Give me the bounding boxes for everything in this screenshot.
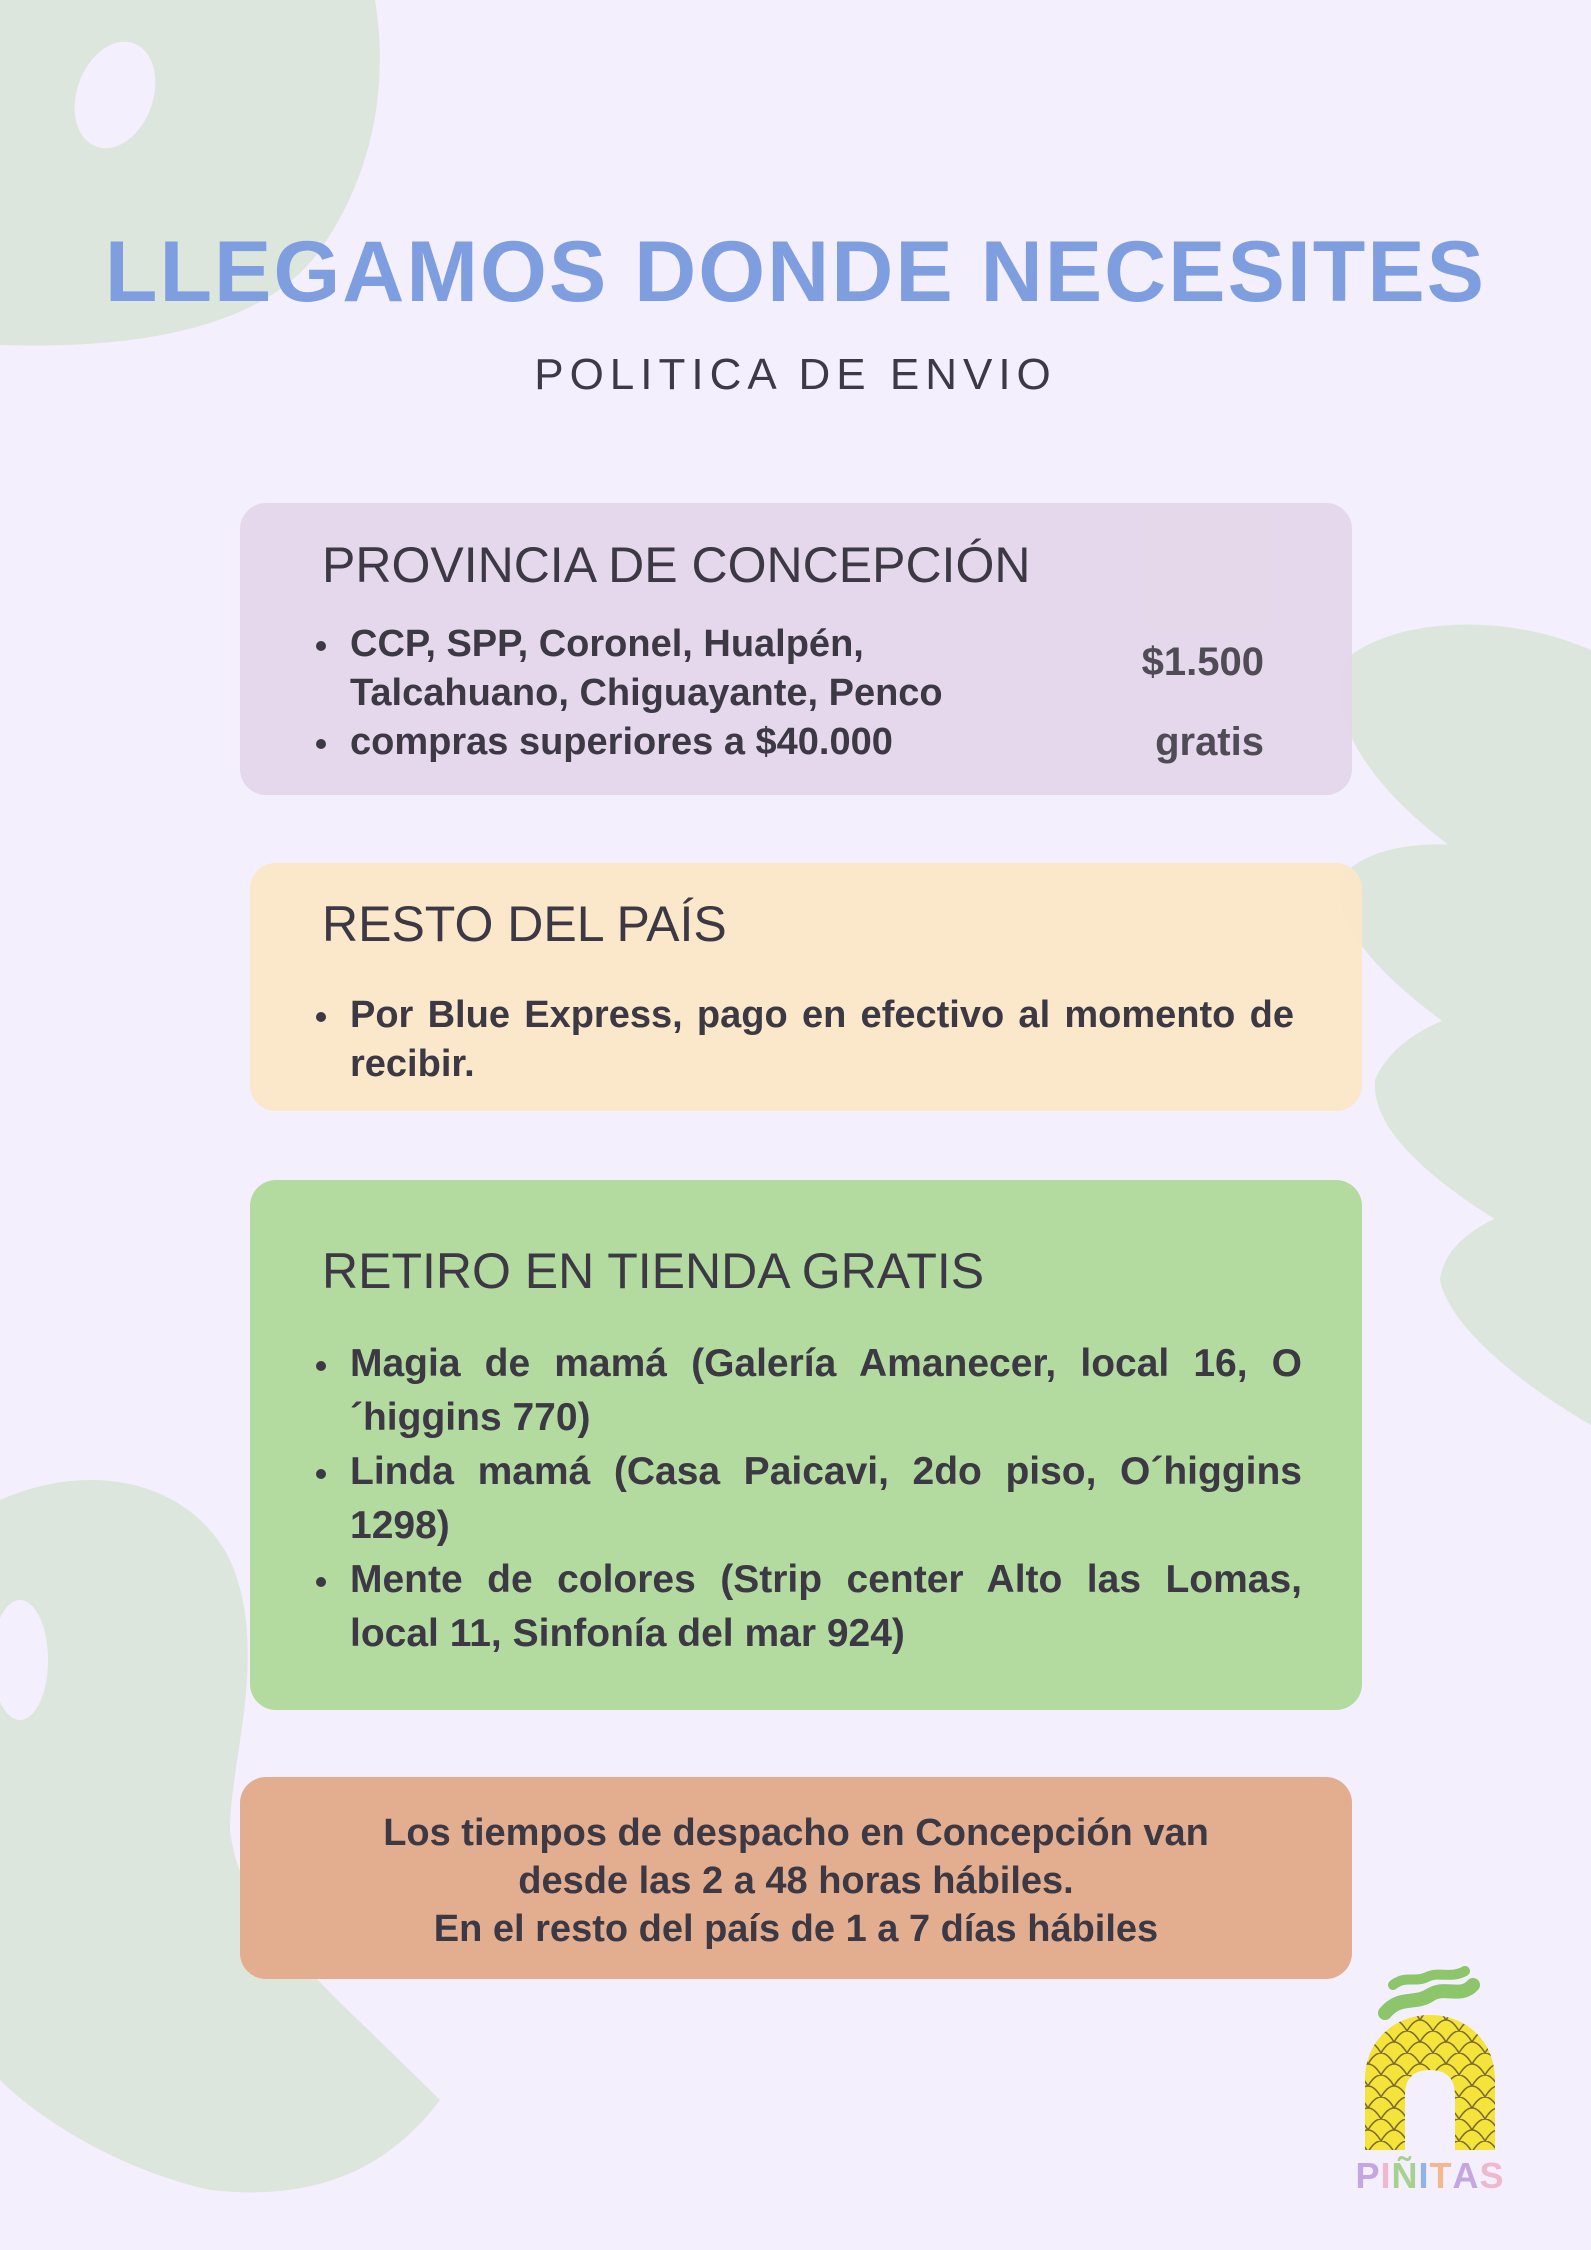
- delivery-times-line: desde las 2 a 48 horas hábiles.: [518, 1860, 1074, 1902]
- provincia-card: [240, 503, 1352, 795]
- resto-heading: RESTO DEL PAÍS: [322, 896, 727, 952]
- logo-letter: I: [1380, 2155, 1392, 2196]
- logo-letter: Ñ: [1391, 2155, 1419, 2196]
- retiro-heading: RETIRO EN TIENDA GRATIS: [322, 1243, 985, 1299]
- delivery-times-line: En el resto del país de 1 a 7 días hábiles: [433, 1908, 1159, 1950]
- price-delivery: $1.500: [1141, 640, 1264, 684]
- list-item: Por Blue Express, pago en efectivo al momento de recibir.: [312, 991, 1294, 1089]
- list-item: Linda mamá (Casa Paicavi, 2do piso, O´higgins 1298): [312, 1445, 1302, 1553]
- list-item: CCP, SPP, Coronel, Hualpén, Talcahuano, Chiguayante, Penco: [312, 620, 1012, 718]
- leaf-right-bottom: [1440, 1195, 1591, 1425]
- logo-letter: I: [1418, 2155, 1430, 2196]
- page-title: LLEGAMOS DONDE NECESITES: [104, 224, 1487, 320]
- resto-list: [312, 991, 1294, 1089]
- provincia-list: [312, 620, 1012, 767]
- price-free: gratis: [1155, 720, 1264, 764]
- logo-letter: P: [1355, 2155, 1381, 2196]
- delivery-times-line: Los tiempos de despacho en Concepción van: [383, 1812, 1209, 1854]
- logo-letter: T: [1429, 2155, 1453, 2196]
- logo-letter: A: [1452, 2155, 1480, 2196]
- page-subtitle: POLITICA DE ENVIO: [534, 350, 1057, 399]
- retiro-list: [312, 1337, 1302, 1661]
- provincia-heading: PROVINCIA DE CONCEPCIÓN: [322, 537, 1031, 593]
- list-item: Magia de mamá (Galería Amanecer, local 16, O´higgins 770): [312, 1337, 1302, 1445]
- logo-letter: S: [1479, 2155, 1505, 2196]
- delivery-times-card: [240, 1777, 1352, 1979]
- list-item: compras superiores a $40.000: [312, 718, 1012, 767]
- list-item: Mente de colores (Strip center Alto las Lomas, local 11, Sinfonía del mar 924): [312, 1553, 1302, 1661]
- logo-wordmark: [1355, 2155, 1505, 2197]
- retiro-card: [250, 1180, 1362, 1710]
- resto-card: [250, 863, 1362, 1111]
